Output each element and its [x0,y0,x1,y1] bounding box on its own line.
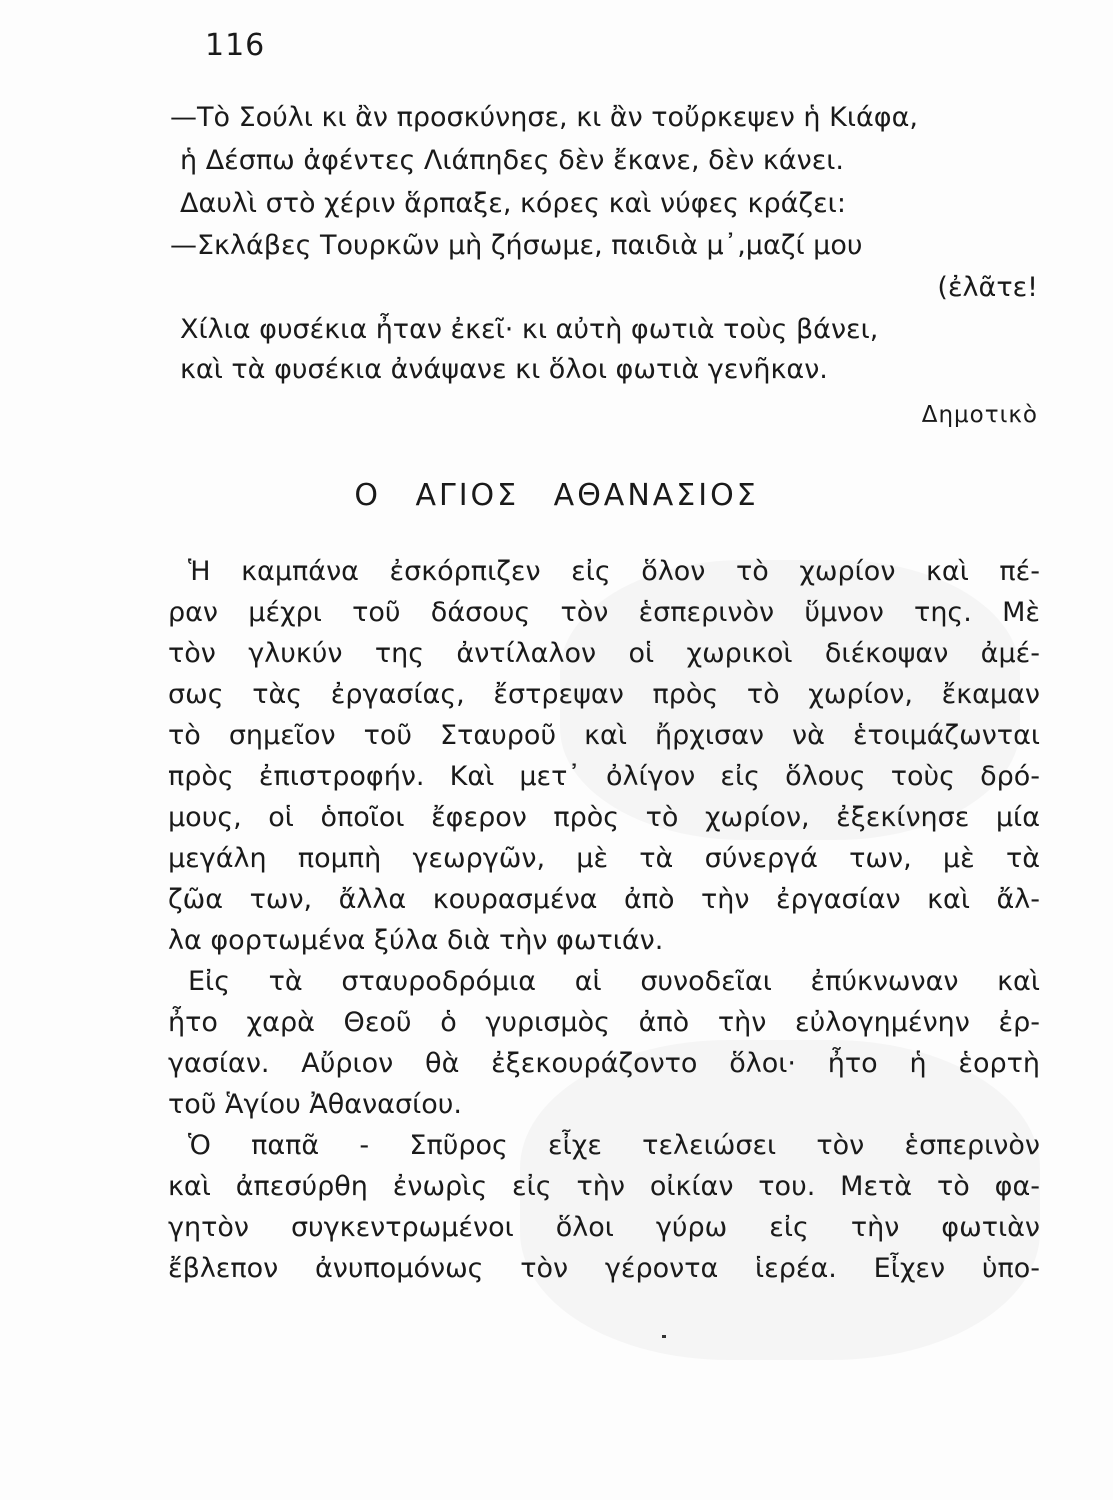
text-line: Ἡ καμπάνα ἐσκόρπιζεν εἰς ὅλον τὸ χωρίον καὶ πέ- [188,556,1040,587]
chapter-title: Ο ΑΓΙΟΣ ΑΘΑΝΑΣΙΟΣ [354,478,759,513]
text-line: Ὁ παπᾶ - Σπῦρος εἶχε τελειώσει τὸν ἑσπερινὸν [188,1130,1040,1161]
text-line: ἦτο χαρὰ Θεοῦ ὁ γυρισμὸς ἀπὸ τὴν εὐλογημένην ἐρ- [168,1007,1040,1038]
poem-line: —Τὸ Σούλι κι ἂν προσκύνησε, κι ἂν τοὔρκεψεν ἡ Κιάφα, [170,102,918,133]
page-number: 116 [205,28,266,63]
text-line: καὶ ἀπεσύρθη ἐνωρὶς εἰς τὴν οἰκίαν του. Μετὰ τὸ φα- [168,1171,1040,1202]
text-line: ζῶα των, ἄλλα κουρασμένα ἀπὸ τὴν ἐργασίαν καὶ ἄλ- [168,884,1040,915]
poem-line-continuation: (ἐλᾶτε! [937,272,1038,303]
text-line: ἔβλεπον ἀνυπομόνως τὸν γέροντα ἱερέα. Εἶχεν ὑπο- [168,1253,1040,1284]
text-line: τὸ σημεῖον τοῦ Σταυροῦ καὶ ἤρχισαν νὰ ἑτοιμάζωνται [168,720,1040,751]
poem-line: Δαυλὶ στὸ χέριν ἅρπαξε, κόρες καὶ νύφες κράζει: [180,188,846,219]
poem-attribution: Δημοτικὸ [921,402,1038,428]
text-line: μους, οἱ ὁποῖοι ἔφερον πρὸς τὸ χωρίον, ἐξεκίνησε μία [168,802,1040,833]
text-line: τοῦ Ἁγίου Ἀθανασίου. [168,1089,462,1120]
poem-line: —Σκλάβες Τουρκῶν μὴ ζήσωμε, παιδιὰ μ᾽,μαζί μου [170,230,863,261]
poem-line: ἡ Δέσπω ἀφέντες Λιάπηδες δὲν ἔκανε, δὲν κάνει. [180,145,845,176]
text-line: γητὸν συγκεντρωμένοι ὅλοι γύρω εἰς τὴν φωτιὰν [168,1212,1040,1243]
text-line: Εἰς τὰ σταυροδρόμια αἱ συνοδεῖαι ἐπύκνωναν καὶ [188,966,1040,997]
poem-line: καὶ τὰ φυσέκια ἀνάψανε κι ὅλοι φωτιὰ γενῆκαν. [180,354,828,385]
text-line: λα φορτωμένα ξύλα διὰ τὴν φωτιάν. [168,925,664,956]
text-line: ραν μέχρι τοῦ δάσους τὸν ἑσπερινὸν ὕμνον της. Μὲ [168,597,1040,628]
text-line: τὸν γλυκύν της ἀντίλαλον οἱ χωρικοὶ διέκοψαν ἀμέ- [168,638,1040,669]
text-line: γασίαν. Αὔριον θὰ ἐξεκουράζοντο ὅλοι· ἦτο ἡ ἑορτὴ [168,1048,1040,1079]
ink-speck [662,1335,666,1338]
text-line: σως τὰς ἐργασίας, ἔστρεψαν πρὸς τὸ χωρίον, ἔκαμαν [168,679,1040,710]
poem-line: Χίλια φυσέκια ἦταν ἐκεῖ· κι αὐτὴ φωτιὰ τοὺς βάνει, [180,314,879,345]
text-line: μεγάλη πομπὴ γεωργῶν, μὲ τὰ σύνεργά των, μὲ τὰ [168,843,1040,874]
text-line: πρὸς ἐπιστροφήν. Καὶ μετ᾽ ὀλίγον εἰς ὅλους τοὺς δρό- [168,761,1040,792]
